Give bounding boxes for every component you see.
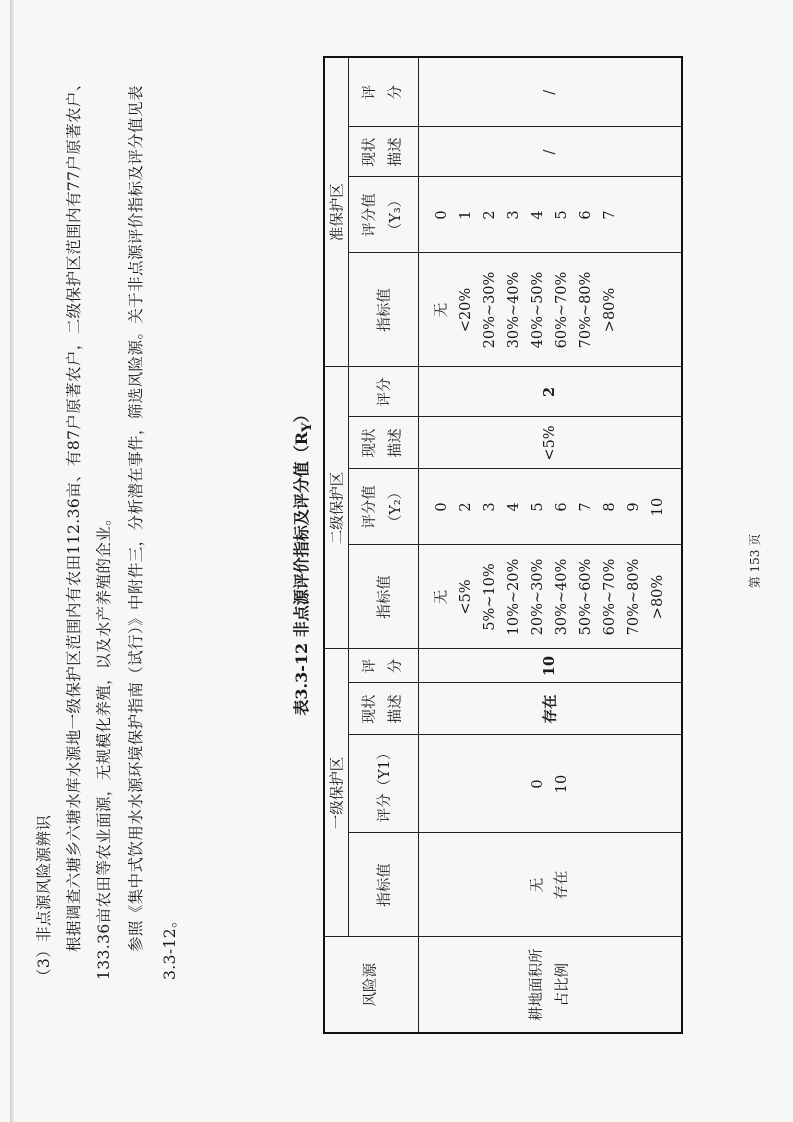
paragraph-1-line-1: 根据调查六塘乡六塘水库水源地一级保护区范围内有农田112.36亩、有87户原著农户，二级保护区范围内有77户原著农户、 — [65, 75, 83, 952]
zone1-indicator-values: 无 存在 — [418, 833, 682, 937]
zone3-score-values: 0 1 2 3 4 5 6 7 — [418, 177, 682, 253]
risk-source-farmland-ratio: 耕地面积所 占比例 — [418, 937, 682, 1033]
risk-source-header: 风险源 — [324, 937, 418, 1033]
zone2-indicator-header: 指标值 — [348, 545, 418, 649]
zone3-status-header: 现状 描述 — [348, 127, 418, 177]
zone2-score-value-header: 评分值 （Y₂） — [348, 469, 418, 545]
zone2-score-values: 0 2 3 4 5 6 7 8 9 10 — [418, 469, 682, 545]
zone1-score-values: 0 10 — [418, 735, 682, 833]
zone2-status: <5% — [418, 417, 682, 469]
zone1-status: 存在 — [418, 683, 682, 735]
paragraph-2-line-1: 参照《集中式饮用水水源环境保护指南（试行）》中附件三，分析潜在事件，筛选风险源。关于非点源评价指标及评分值见表 — [127, 85, 145, 952]
zone3-score: / — [418, 57, 682, 127]
paragraph-2-line-2: 3.3-12。 — [161, 912, 179, 980]
paragraph-1-line-2: 133.36亩农田等农业面源，无规模化养殖，以及水产养殖的企业。 — [95, 509, 113, 980]
zone-2-header: 二级保护区 — [324, 367, 348, 649]
zone2-indicator-values: 无 <5% 5%~10% 10%~20% 20%~30% 30%~40% 50%~60% 60%~70% 70%~80% >80% — [418, 545, 682, 649]
table-caption: 表3.3-12 非点源评价指标及评分值$(R_Y)$ — [292, 406, 316, 716]
zone2-status-header: 现状 描述 — [348, 417, 418, 469]
zone-1-header: 一级保护区 — [324, 649, 348, 937]
zone3-score-header: 评 分 — [348, 57, 418, 127]
page-number: 第 153 页 — [748, 533, 762, 589]
zone3-status: / — [418, 127, 682, 177]
zone1-status-header: 现状 描述 — [348, 683, 418, 735]
section-heading: （3）非点源风险源辨识 — [35, 814, 53, 984]
zone3-indicator-header: 指标值 — [348, 253, 418, 367]
zone-3-header: 准保护区 — [324, 57, 348, 367]
non-point-source-table — [323, 56, 683, 1034]
zone3-indicator-values: 无 <20% 20%~30% 30%~40% 40%~50% 60%~70% 70%~80% >80% — [418, 253, 682, 367]
zone1-indicator-header: 指标值 — [348, 833, 418, 937]
zone1-score-header: 评 分 — [348, 649, 418, 683]
zone1-score-value-header: 评分（Y1） — [348, 735, 418, 833]
zone2-score-header: 评分 — [348, 367, 418, 417]
zone1-score: 10 — [418, 649, 682, 683]
zone3-score-value-header: 评分值 （Y₃） — [348, 177, 418, 253]
zone2-score: 2 — [418, 367, 682, 417]
